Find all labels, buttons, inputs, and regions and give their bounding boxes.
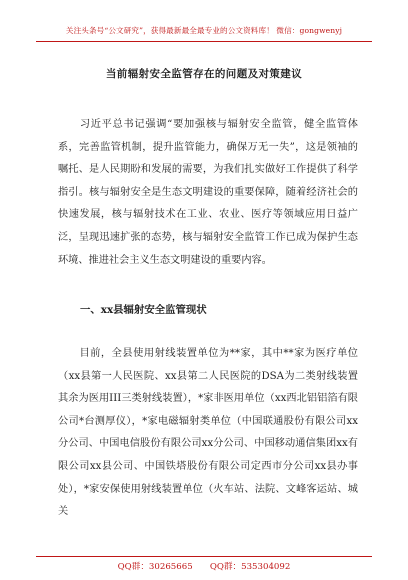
header-banner: 关注头条号“公文研究”，获得最新最全最专业的公文资料库！ 微信：gongwenyj (65, 26, 343, 35)
header-divider (36, 41, 372, 42)
footer-divider (36, 556, 372, 557)
intro-paragraph: 习近平总书记强调“要加强核与辐射安全监管，健全监管体系，完善监管机制，提升监管能力，确保万无一失”，这是领袖的嘱托、是人民期盼和发展的需要，为我们扎实做好工作提供了科学指引。核与辐射安全是生态文明建设的重要保障，随着经济社会的快速发展，核与辐射技术在工业、农业、医疗等领域应用日益广泛，呈现迅速扩张的态势，核与辐射安全监管工作已成为保护生态环境、推进社会主义生态文明建设的重要内容。 (58, 119, 358, 266)
section-heading: 一、xx县辐射安全监管现状 (80, 304, 207, 316)
document-title: 当前辐射安全监管存在的问题及对策建议 (105, 68, 303, 80)
section-paragraph: 目前，全县使用射线装置单位为**家，其中**家为医疗单位（xx县第一人民医院、xx县第二人民医院的DSA为二类射线装置其余为医用III三类射线装置），*家非医用单位（xx西北铝铝箔有限公司*台测厚仪），*家电磁辐射类单位（中国联通股份有限公司xx分公司、中国电信股份有限公司xx分公司、中国移动通信集团xx有限公司xx县公司、中国铁塔股份有限公司定西市分公司xx县办事处），*家安保使用射线装置单位（火车站、法院、文峰客运站、城关 (58, 348, 358, 518)
footer-contact: QQ群：30265665 QQ群：535304092 (117, 562, 291, 572)
